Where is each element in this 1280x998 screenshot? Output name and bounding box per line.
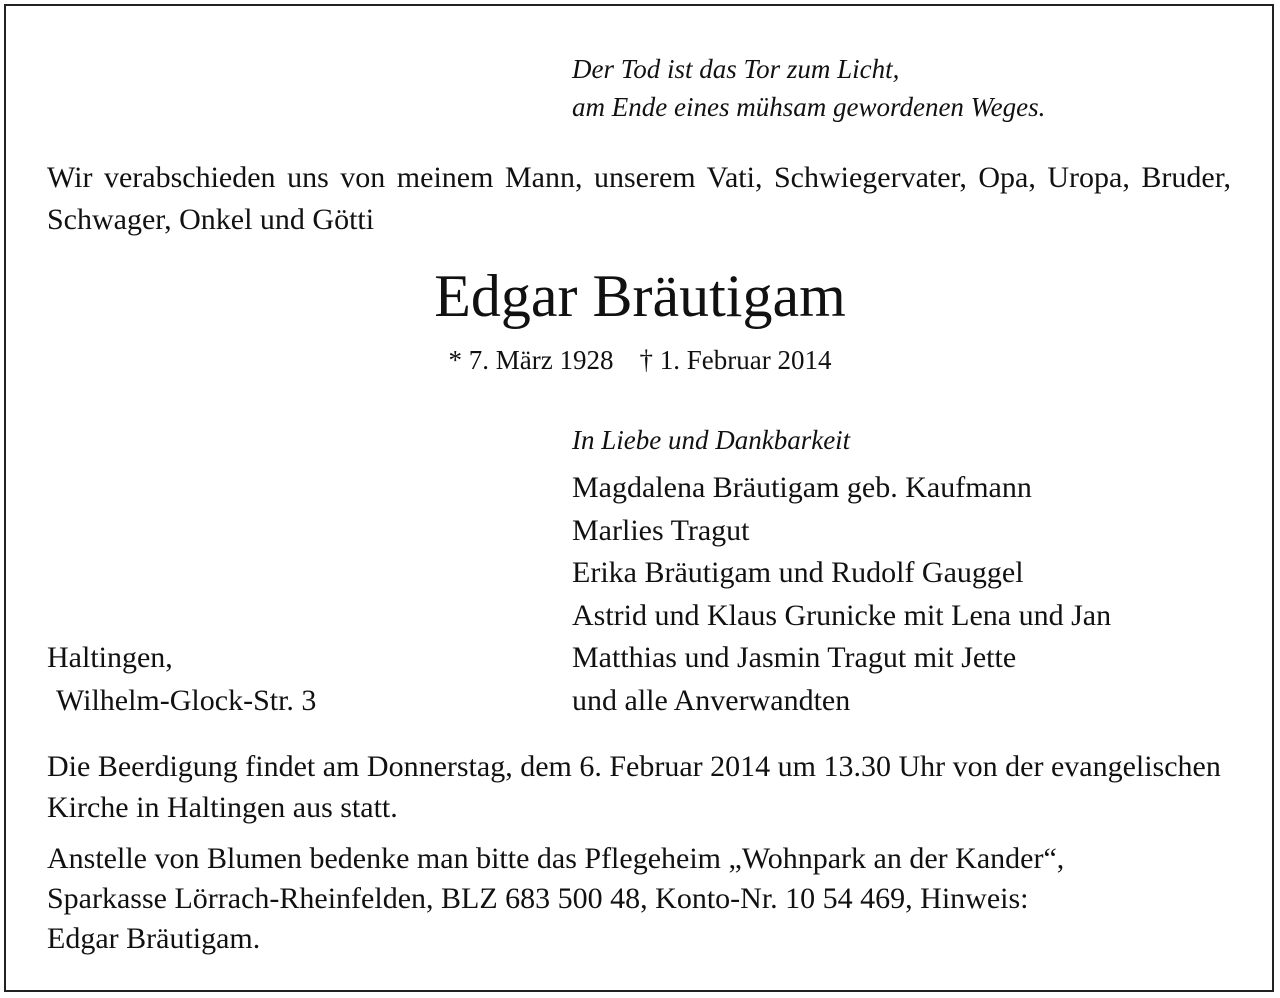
donation-line-3: Edgar Bräutigam. <box>47 922 261 955</box>
address-place: Haltingen, <box>47 641 173 674</box>
mourners-title: In Liebe und Dankbarkeit <box>572 425 851 455</box>
mourner-item: Astrid und Klaus Grunicke mit Lena und Jan <box>572 598 1112 632</box>
mourner-item: Matthias und Jasmin Tragut mit Jette <box>572 641 1017 674</box>
funeral-info: Die Beerdigung findet am Donnerstag, dem 6. Februar 2014 um 13.30 Uhr von der evangelischen Kirche in Haltingen aus statt. <box>47 750 1221 824</box>
life-dates <box>0 340 1280 380</box>
mourner-item: Marlies Tragut <box>572 513 750 547</box>
mourner-item: Magdalena Bräutigam geb. Kaufmann <box>572 471 1032 504</box>
address-street: Wilhelm-Glock-Str. 3 <box>56 683 317 717</box>
donation-line-2: Sparkasse Lörrach-Rheinfelden, BLZ 683 500 48, Konto-Nr. 10 54 469, Hinweis: <box>47 882 1029 915</box>
motto-line-1: Der Tod ist das Tor zum Licht, <box>572 54 900 84</box>
intro-text: Wir verabschieden uns von meinem Mann, unserem Vati, Schwiegervater, Opa, Uropa, Bruder, Schwager, Onkel und Götti <box>47 161 1231 236</box>
mourner-item: und alle Anverwandten <box>572 683 851 717</box>
donation-info <box>47 839 1231 959</box>
donation-line-1: Anstelle von Blumen bedenke man bitte das Pflegeheim „Wohnpark an der Kander“, <box>47 842 1065 875</box>
mourners-list <box>572 467 1111 722</box>
deceased-name: Edgar Bräutigam <box>434 263 846 329</box>
family-address <box>47 637 316 722</box>
mourner-item: Erika Bräutigam und Rudolf Gauggel <box>572 556 1024 589</box>
death-date: † 1. Februar 2014 <box>639 345 832 375</box>
motto-quote <box>572 50 1045 126</box>
birth-date: * 7. März 1928 <box>448 345 614 375</box>
motto-line-2: am Ende eines mühsam gewordenen Weges. <box>572 92 1046 122</box>
